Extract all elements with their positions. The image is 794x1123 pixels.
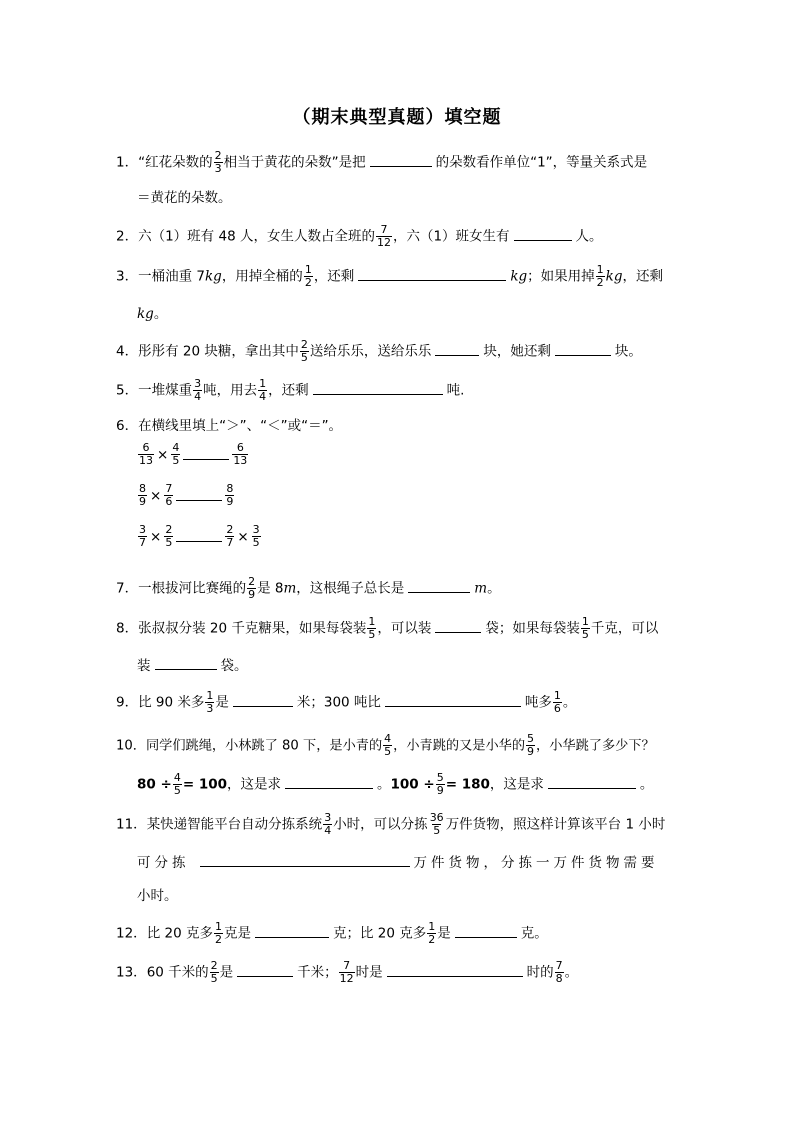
fraction: $\frac{1}{5}$	[581, 615, 589, 641]
q11-text-d: 可分拣	[137, 855, 190, 871]
q4-text-b: 送给乐乐，送给乐乐	[309, 343, 432, 360]
q7-text-a: 一根拔河比赛绳的	[138, 580, 247, 597]
question-number: 2．	[116, 228, 139, 245]
question-number: 3．	[116, 268, 139, 285]
answer-blank[interactable]	[555, 343, 611, 356]
q9-text-d: 吨多	[524, 694, 552, 711]
fraction: $\frac{36}{5}$	[429, 811, 444, 837]
fraction: $\frac{2}{7}$	[226, 523, 234, 549]
q8-text-f: 袋。	[220, 658, 248, 674]
q7-text-d: 。	[487, 580, 501, 597]
answer-blank[interactable]	[435, 343, 479, 356]
question-number: 6．	[116, 418, 139, 434]
answer-blank[interactable]	[233, 694, 293, 707]
q2-text-a: 六（1）班有 48 人，女生人数占全班的	[138, 228, 375, 245]
answer-blank[interactable]	[313, 382, 443, 395]
q7-text-c: ，这根绳子总长是	[296, 580, 405, 597]
answer-blank[interactable]	[200, 854, 410, 867]
q4-text-d: 块。	[614, 343, 642, 360]
answer-blank[interactable]	[155, 657, 217, 670]
q11-text-c: 万件货物，照这样计算该平台 1 小时	[445, 816, 666, 833]
q3-text-b: ，用掉全桶的	[221, 268, 303, 285]
unit-m: m	[474, 580, 488, 597]
q3-text-a: 一桶油重 7	[138, 268, 205, 285]
fraction: $\frac{4}{5}$	[384, 732, 392, 758]
comparison-blank[interactable]	[183, 449, 229, 460]
q10-text-a: 同学们跳绳，小林跳了 80 下，是小青的	[145, 738, 383, 754]
answer-blank[interactable]	[408, 580, 470, 593]
fraction: $\frac{1}{2}$	[428, 920, 436, 946]
question-number: 1．	[116, 154, 139, 171]
question-10-equations	[137, 772, 653, 797]
question-number: 13．	[116, 964, 147, 981]
q3-text-e: ，还剩	[622, 268, 663, 285]
comparison-row-3	[137, 524, 262, 549]
times-sign: ×	[157, 446, 169, 463]
question-8	[116, 616, 658, 641]
fraction: $\frac{6}{13}$	[233, 441, 248, 467]
fraction: $\frac{1}{2}$	[214, 920, 222, 946]
q8-text-d: 千克，可以	[590, 620, 659, 637]
q8-text-c: 袋；如果每袋装	[485, 620, 580, 637]
q5-text-a: 一堆煤重	[138, 382, 193, 399]
q10-text-e8: 。	[639, 776, 654, 793]
equation-1-right: = 100	[182, 776, 228, 793]
question-number: 10．	[116, 738, 146, 754]
fraction: $\frac{1}{4}$	[259, 377, 267, 403]
fraction: $\frac{1}{6}$	[553, 689, 561, 715]
q8-text-e: 装	[137, 658, 151, 674]
question-1-continued	[137, 186, 232, 206]
q1-text-c: 的朵数看作单位“1”，等量关系式是	[435, 154, 648, 171]
answer-blank[interactable]	[285, 776, 373, 789]
question-number: 8．	[116, 620, 139, 637]
question-11-end	[137, 884, 178, 904]
q12-text-e: 克。	[520, 925, 548, 942]
q6-text-a: 在横线里填上“＞”、“＜”或“＝”。	[138, 418, 343, 434]
q13-text-d: 时是	[355, 964, 383, 981]
fraction: $\frac{5}{9}$	[436, 771, 444, 797]
unit-kg: kg	[605, 268, 623, 285]
answer-blank[interactable]	[358, 268, 506, 281]
q5-text-d: 吨.	[446, 382, 465, 399]
question-10	[116, 733, 655, 758]
question-3	[116, 264, 663, 289]
q12-text-d: 是	[437, 925, 451, 942]
q5-text-b: 吨，用去	[203, 382, 258, 399]
q5-text-c: ，还剩	[268, 382, 309, 399]
q11-text-e: 万件货物，分拣一万件货物需要	[413, 855, 659, 871]
q1-text-b: 相当于黄花的朵数”是把	[223, 154, 366, 171]
question-number: 4．	[116, 343, 139, 360]
question-7	[116, 576, 501, 601]
q13-text-e: 时的	[526, 964, 554, 981]
fraction: $\frac{3}{5}$	[252, 523, 260, 549]
question-1	[116, 150, 647, 175]
times-sign: ×	[150, 487, 162, 504]
fraction: $\frac{3}{4}$	[194, 377, 202, 403]
q12-text-b: 克是	[223, 925, 251, 942]
q3-text-c: ，还剩	[313, 268, 355, 285]
answer-blank[interactable]	[237, 964, 293, 977]
fraction: $\frac{2}{5}$	[210, 959, 218, 985]
answer-blank[interactable]	[548, 776, 636, 789]
answer-blank[interactable]	[387, 964, 523, 977]
fraction: $\frac{7}{8}$	[555, 959, 563, 985]
question-2	[116, 224, 603, 249]
q1-text-a: “红花朵数的	[138, 154, 213, 171]
equation-1-left: 80 ÷	[137, 776, 172, 793]
question-8-continued	[137, 654, 248, 674]
fraction: $\frac{2}{3}$	[214, 149, 222, 175]
q2-text-b: ，六（1）班女生有	[392, 228, 510, 245]
question-13	[116, 960, 578, 985]
fraction: $\frac{2}{9}$	[248, 575, 256, 601]
fraction: $\frac{2}{5}$	[300, 338, 308, 364]
q9-text-c: 米；300 吨比	[296, 694, 381, 711]
q9-text-b: 是	[215, 694, 229, 711]
q7-text-b: 是 8	[257, 580, 284, 597]
q9-text-e: 。	[562, 694, 577, 711]
question-number: 11．	[116, 816, 147, 833]
fraction: $\frac{1}{2}$	[596, 263, 604, 289]
page-title: （期末典型真题）填空题	[292, 107, 502, 128]
comparison-blank[interactable]	[176, 490, 222, 501]
q2-text-c: 人。	[575, 228, 603, 245]
answer-blank[interactable]	[514, 228, 572, 241]
times-sign: ×	[237, 528, 249, 545]
fraction: $\frac{7}{12}$	[376, 223, 391, 249]
answer-blank[interactable]	[455, 925, 517, 938]
question-number: 7．	[116, 580, 139, 597]
equation-2-right: = 180	[445, 776, 490, 793]
question-12	[116, 921, 548, 946]
q8-text-a: 张叔叔分装 20 千克糖果，如果每袋装	[138, 620, 367, 637]
question-11-continued	[137, 851, 659, 871]
unit-kg: kg	[204, 268, 222, 285]
question-6	[116, 414, 342, 434]
times-sign: ×	[150, 528, 162, 545]
unit-m: m	[283, 580, 297, 597]
fraction: $\frac{4}{5}$	[172, 441, 180, 467]
answer-blank[interactable]	[435, 620, 481, 633]
unit-kg: kg	[137, 306, 154, 322]
fraction: $\frac{1}{5}$	[368, 615, 376, 641]
q10-text-b: ，小青跳的又是小华的	[393, 738, 526, 754]
fraction: $\frac{7}{6}$	[165, 482, 173, 508]
q10-text-e4: 。	[377, 776, 391, 793]
fraction: $\frac{8}{9}$	[226, 482, 234, 508]
q8-text-b: ，可以装	[377, 620, 432, 637]
question-3-continued	[137, 302, 167, 322]
fraction: $\frac{6}{13}$	[139, 441, 153, 467]
q12-text-a: 比 20 克多	[146, 925, 213, 942]
answer-blank[interactable]	[370, 154, 432, 167]
q10-text-c: ，小华跳了多少下？	[536, 738, 655, 754]
q13-text-a: 60 千米的	[146, 964, 209, 981]
equation-2-left: 100 ÷	[390, 776, 435, 793]
fraction: $\frac{8}{9}$	[139, 482, 146, 508]
fraction: $\frac{2}{5}$	[165, 523, 173, 549]
question-number: 5．	[116, 382, 139, 399]
comparison-blank[interactable]	[176, 531, 222, 542]
q4-text-a: 彤彤有 20 块糖，拿出其中	[138, 343, 299, 360]
q13-text-f: 。	[564, 964, 579, 981]
q9-text-a: 比 90 米多	[138, 694, 205, 711]
answer-blank[interactable]	[385, 694, 521, 707]
q10-text-e7: ，这是求	[489, 776, 544, 793]
q11-text-b: 小时，可以分拣	[333, 816, 428, 833]
answer-blank[interactable]	[255, 925, 329, 938]
fraction: $\frac{5}{9}$	[527, 732, 535, 758]
fraction: $\frac{7}{12}$	[339, 959, 354, 985]
comparison-row-1	[137, 442, 249, 467]
question-number: 12．	[116, 925, 147, 942]
fraction: $\frac{4}{5}$	[173, 771, 181, 797]
q11-text-f: 小时。	[137, 888, 178, 904]
question-11	[116, 812, 665, 837]
q4-text-c: 块，她还剩	[483, 343, 551, 360]
fraction: $\frac{3}{7}$	[139, 523, 146, 549]
question-9	[116, 690, 576, 715]
q1-text-d: ＝黄花的朵数。	[137, 190, 232, 206]
fraction: $\frac{1}{3}$	[206, 689, 214, 715]
fraction: $\frac{1}{2}$	[304, 263, 312, 289]
q10-text-e3: ，这是求	[227, 776, 282, 793]
fraction: $\frac{3}{4}$	[324, 811, 332, 837]
q13-text-c: 千米；	[297, 964, 338, 981]
q11-text-a: 某快递智能平台自动分拣系统	[146, 816, 323, 833]
question-5	[116, 378, 464, 403]
comparison-row-2	[137, 483, 235, 508]
q3-text-f: 。	[153, 306, 168, 322]
q3-text-d: ；如果用掉	[527, 268, 595, 285]
unit-kg: kg	[510, 268, 528, 285]
question-number: 9．	[116, 694, 139, 711]
q12-text-c: 克；比 20 克多	[332, 925, 427, 942]
question-4	[116, 339, 642, 364]
q13-text-b: 是	[219, 964, 234, 981]
